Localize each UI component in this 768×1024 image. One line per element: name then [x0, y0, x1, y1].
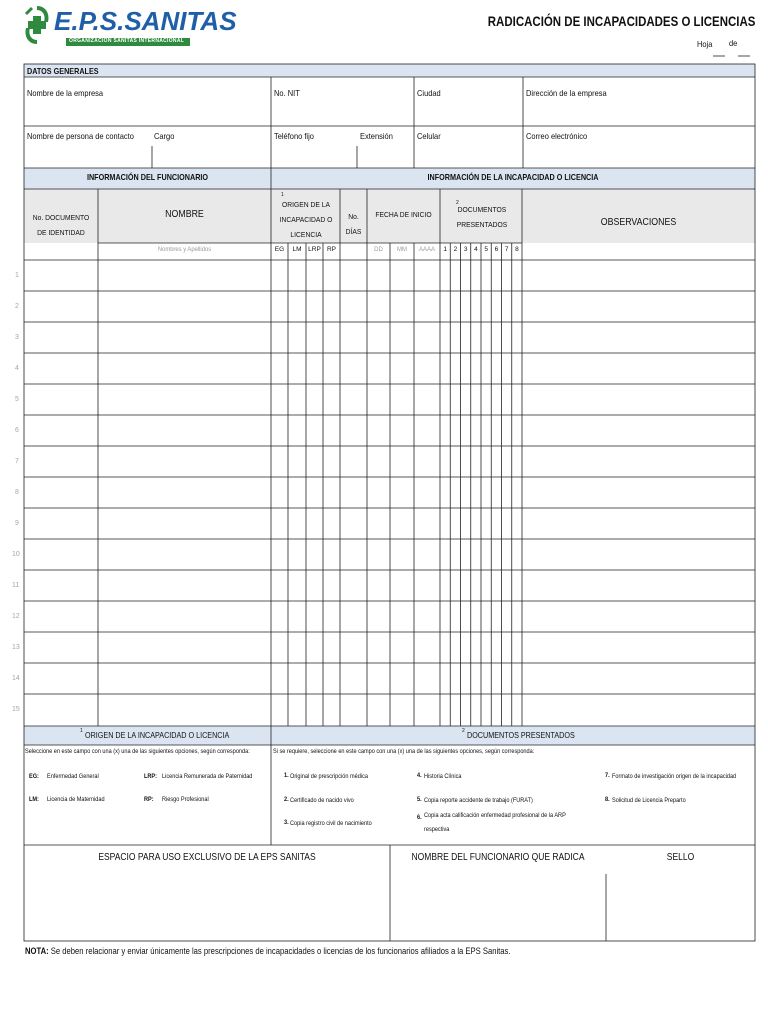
- legend-docs-sup: 2: [462, 728, 465, 734]
- origen-code-rp: RP: [326, 246, 337, 253]
- legend-lrp-code: LRP:: [144, 773, 157, 780]
- hoja-number-field[interactable]: [713, 44, 725, 56]
- direccion-empresa-label: Dirección de la empresa: [526, 88, 607, 98]
- col-fecha-header: FECHA DE INICIO: [375, 210, 432, 219]
- legend-doc8-num: 8.: [605, 796, 610, 803]
- brand-name: E.P.S.SANITAS: [54, 6, 237, 36]
- legend-doc5-text: Copia reporte accidente de trabajo (FURAT): [424, 797, 533, 804]
- legend-doc8-text: Solicitud de Licencia Preparto: [612, 797, 686, 804]
- datos-generales-header: DATOS GENERALES: [27, 66, 99, 76]
- brand-subtitle: ORGANIZACIÓN SANITAS INTERNACIONAL: [69, 38, 185, 44]
- correo-field[interactable]: [524, 147, 754, 167]
- table-row[interactable]: [24, 477, 755, 508]
- nota-text: Se deben relacionar y enviar únicamente las prescripciones de incapacidades o licencias de los funcionarios afiliados a la EPS Sanitas.: [50, 946, 511, 956]
- col-documento-header: No. DOCUMENTO DE IDENTIDAD: [32, 213, 90, 237]
- row-number: 5: [15, 396, 19, 403]
- brand-subtitle-bar: [66, 38, 190, 46]
- sanitas-logo: [22, 4, 237, 48]
- col-docs-header: DOCUMENTOS PRESENTADOS: [456, 205, 508, 229]
- persona-contacto-label: Nombre de persona de contacto: [27, 131, 134, 141]
- legend-doc1-num: 1.: [284, 772, 289, 779]
- cargo-field[interactable]: [153, 147, 270, 167]
- legend-doc7-num: 7.: [605, 772, 610, 779]
- hoja-total-field[interactable]: [738, 44, 750, 56]
- fecha-aaaa: AAAA: [418, 247, 435, 253]
- legend-doc6-text-cont: respectiva: [424, 826, 450, 833]
- extension-label: Extensión: [360, 131, 393, 141]
- table-row[interactable]: [24, 508, 755, 539]
- table-row[interactable]: [24, 663, 755, 694]
- table-row[interactable]: [24, 632, 755, 663]
- row-number: 1: [15, 272, 19, 279]
- legend-doc4-num: 4.: [417, 772, 422, 779]
- legend-eg-code: EG:: [29, 773, 39, 780]
- no-nit-label: No. NIT: [274, 88, 300, 98]
- table-row[interactable]: [24, 322, 755, 353]
- nombre-empresa-label: Nombre de la empresa: [27, 88, 104, 98]
- uso-exclusivo-label: ESPACIO PARA USO EXCLUSIVO DE LA EPS SANITAS: [98, 852, 316, 863]
- col-observaciones-header: OBSERVACIONES: [600, 217, 677, 228]
- celular-field[interactable]: [415, 147, 522, 167]
- nombre-empresa-field[interactable]: [25, 100, 270, 125]
- origen-superscript: 1: [281, 192, 284, 198]
- celular-label: Celular: [417, 131, 441, 141]
- sanitas-cross-icon: [22, 4, 52, 46]
- legend-origen-sup: 1: [80, 728, 83, 734]
- legend-doc3-text: Copia registro civil de nacimiento: [290, 820, 372, 827]
- table-row[interactable]: [24, 291, 755, 322]
- table-row[interactable]: [24, 415, 755, 446]
- legend-eg-text: Enfermedad General: [47, 773, 99, 780]
- row-number: 14: [12, 675, 20, 682]
- row-number: 6: [15, 427, 19, 434]
- doc-number-4: 4: [474, 246, 478, 253]
- col-origen-header: ORIGEN DE LA INCAPACIDAD O LICENCIA: [279, 200, 333, 239]
- extension-field[interactable]: [358, 147, 413, 167]
- col-nombre-hint: Nombres y Apellidos: [157, 246, 212, 253]
- direccion-empresa-field[interactable]: [524, 100, 754, 125]
- legend-doc3-num: 3.: [284, 819, 289, 826]
- nota: [25, 947, 510, 956]
- doc-number-2: 2: [453, 246, 458, 253]
- table-row[interactable]: [24, 353, 755, 384]
- legend-doc6-num: 6.: [417, 814, 422, 821]
- col-dias-header: No. DÍAS: [345, 212, 362, 236]
- legend-doc1-text: Original de prescripción médica: [290, 773, 369, 780]
- origen-code-lm: LM: [292, 246, 302, 253]
- persona-contacto-field[interactable]: [25, 147, 151, 167]
- sello-label: SELLO: [666, 852, 695, 863]
- docs-superscript: 2: [456, 200, 459, 206]
- legend-rp-code: RP:: [144, 796, 154, 803]
- doc-number-8: 8: [515, 246, 519, 253]
- row-number: 13: [12, 644, 20, 651]
- legend-lm-code: LM:: [29, 796, 39, 803]
- page-title: RADICACIÓN DE INCAPACIDADES O LICENCIAS: [487, 13, 755, 29]
- doc-number-5: 5: [484, 246, 488, 253]
- nota-label: NOTA:: [25, 946, 49, 956]
- cargo-label: Cargo: [154, 131, 175, 141]
- legend-lm-text: Licencia de Maternidad: [47, 796, 105, 803]
- ciudad-label: Ciudad: [417, 88, 441, 98]
- table-row[interactable]: [24, 260, 755, 291]
- row-number: 3: [15, 334, 19, 341]
- legend-doc2-num: 2.: [284, 796, 289, 803]
- row-number: 12: [12, 613, 20, 620]
- legend-doc4-text: Historia Clínica: [424, 773, 462, 780]
- legend-doc5-num: 5.: [417, 796, 422, 803]
- legend-doc2-text: Certificado de nacido vivo: [290, 797, 354, 804]
- ciudad-field[interactable]: [415, 100, 522, 125]
- row-number: 2: [15, 303, 19, 310]
- row-number: 9: [15, 520, 19, 527]
- info-funcionario-header: INFORMACIÓN DEL FUNCIONARIO: [86, 172, 209, 182]
- telefono-fijo-field[interactable]: [272, 147, 356, 167]
- correo-label: Correo electrónico: [526, 131, 588, 141]
- legend-rp-text: Riesgo Profesional: [162, 796, 209, 803]
- table-row[interactable]: [24, 384, 755, 415]
- telefono-fijo-label: Teléfono fijo: [274, 131, 314, 141]
- legend-doc6-text: Copia acta calificación enfermedad profesional de la ARP: [424, 812, 566, 819]
- legend-origen-instructions: Seleccione en este campo con una (x) una de las siguientes opciones, según corresponda:: [25, 748, 250, 755]
- origen-code-lrp: LRP: [308, 246, 321, 253]
- fecha-dd: DD: [374, 247, 383, 253]
- legend-doc7-text: Formato de investigación origen de la incapacidad: [612, 773, 737, 780]
- doc-number-1: 1: [443, 246, 447, 253]
- doc-number-3: 3: [463, 246, 468, 253]
- info-incapacidad-header: INFORMACIÓN DE LA INCAPACIDAD O LICENCIA: [427, 172, 599, 182]
- row-number: 11: [12, 582, 20, 589]
- table-row[interactable]: [24, 539, 755, 570]
- row-number: 15: [12, 706, 20, 713]
- nombre-radica-label: NOMBRE DEL FUNCIONARIO QUE RADICA: [411, 852, 585, 863]
- table-row[interactable]: [24, 601, 755, 632]
- table-row[interactable]: [24, 570, 755, 601]
- col-nombre-header: NOMBRE: [165, 209, 204, 220]
- hoja-label: Hoja: [697, 39, 713, 49]
- table-row[interactable]: [24, 694, 755, 726]
- table-row[interactable]: [24, 446, 755, 477]
- legend-docs-instructions: Si se requiere, seleccione en este campo con una (x) una de las siguientes opciones, según corresponda:: [273, 748, 535, 755]
- row-number: 10: [12, 551, 20, 558]
- doc-number-7: 7: [504, 246, 509, 253]
- no-nit-field[interactable]: [272, 100, 413, 125]
- sello-area[interactable]: [607, 874, 754, 940]
- nombre-radica-field[interactable]: [391, 874, 605, 940]
- fecha-mm: MM: [397, 247, 407, 253]
- de-label: de: [729, 38, 738, 48]
- row-number: 4: [15, 365, 19, 372]
- origen-code-eg: EG: [274, 246, 285, 253]
- row-number: 8: [15, 489, 19, 496]
- legend-lrp-text: Licencia Remunerada de Paternidad: [162, 773, 253, 780]
- row-number: 7: [15, 458, 19, 465]
- doc-number-6: 6: [494, 246, 499, 253]
- legend-docs-title: DOCUMENTOS PRESENTADOS: [467, 731, 575, 740]
- uso-exclusivo-area[interactable]: [25, 868, 389, 940]
- legend-origen-title: ORIGEN DE LA INCAPACIDAD O LICENCIA: [85, 731, 230, 740]
